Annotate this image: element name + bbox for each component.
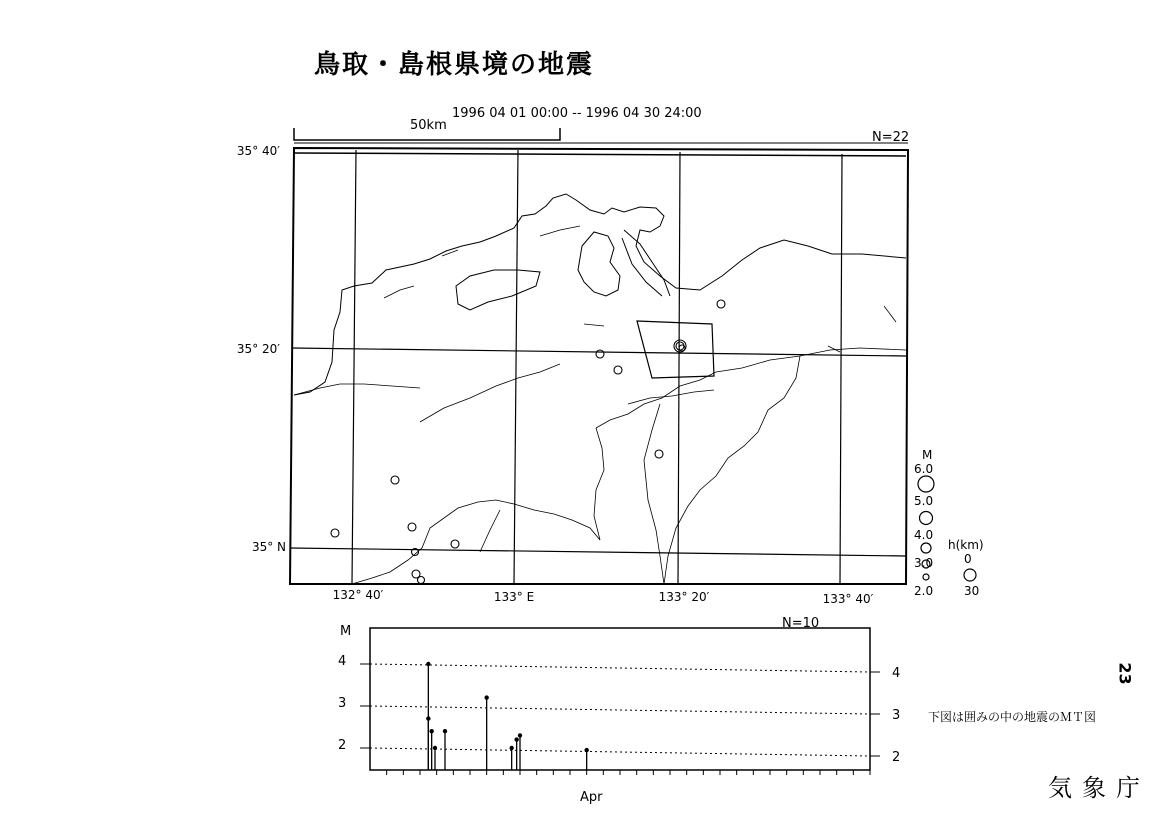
mt-x-axis-label: Apr [580,790,603,805]
mt-chart-frame [360,628,880,770]
scale-bar-label: 50km [410,118,447,133]
epicenter-marker [391,476,399,484]
scale-bar [294,128,908,143]
coastline [294,194,906,395]
legend-mag-3: 3.0 [914,556,934,570]
mt-note: 下図は囲みの中の地震のＭＴ図 [928,710,1097,724]
legend-depth-30: 30 [964,584,980,598]
legend-mag-5: 5.0 [914,494,934,508]
magnitude-legend-symbols [918,476,976,581]
agency-name: 気象庁 [1048,774,1150,802]
mt-event-point [584,748,588,752]
legend-mag-title: M [922,448,933,462]
legend-mag-2: 2.0 [914,584,934,598]
epicenter-marker [717,300,725,308]
legend-mag-4: 4.0 [914,528,934,542]
period-label: 1996 04 01 00:00 -- 1996 04 30 24:00 [452,106,702,121]
epicenter-marker [596,350,604,358]
mt-y-axis-title: M [340,624,352,639]
boundaries [294,226,906,584]
mt-event-point [484,695,488,699]
epicenter-marker [655,450,663,458]
map-count-label: N=22 [872,130,910,145]
mt-y-tick-left-3: 3 [338,696,347,711]
page-title: 鳥取・島根県境の地震 [314,50,595,80]
mt-event-point [509,746,513,750]
mt-event-point [429,729,433,733]
depth-legend-symbol [964,569,976,581]
lat-label-35-n: 35° N [251,540,286,554]
epicenter-group [331,300,725,584]
page-number: 23 [1115,662,1135,685]
mt-event-point [433,746,437,750]
mt-y-tick-left-2: 2 [338,738,347,753]
epicenter-marker [331,529,339,537]
mt-event-point [443,729,447,733]
epicenter-marker [614,366,622,374]
mt-y-tick-right-2: 2 [892,750,901,765]
mt-event-point [518,733,522,737]
mt-y-tick-right-4: 4 [892,666,901,681]
mt-count-label: N=10 [782,616,820,631]
lon-label-133-e: 133° E [493,590,535,604]
lat-label-35-20: 35° 20′ [236,342,280,356]
map-frame [290,148,908,584]
mt-y-tick-right-3: 3 [892,708,901,723]
lon-label-132-40: 132° 40′ [332,588,384,602]
epicenter-marker [451,540,459,548]
legend-mag-6: 6.0 [914,462,934,476]
mt-event-point [514,737,518,741]
lat-label-35-40: 35° 40′ [236,144,280,158]
legend-depth-title: h(km) [948,538,984,552]
mt-series [426,662,589,770]
epicenter-marker [679,345,685,351]
lon-label-133-40: 133° 40′ [822,592,874,606]
mt-event-point [426,716,430,720]
epicenter-marker [418,577,425,584]
epicenter-marker [408,523,416,531]
mt-event-point [426,662,430,666]
lon-label-133-20: 133° 20′ [658,590,710,604]
legend-depth-0: 0 [964,552,972,566]
mt-y-tick-left-4: 4 [338,654,347,669]
